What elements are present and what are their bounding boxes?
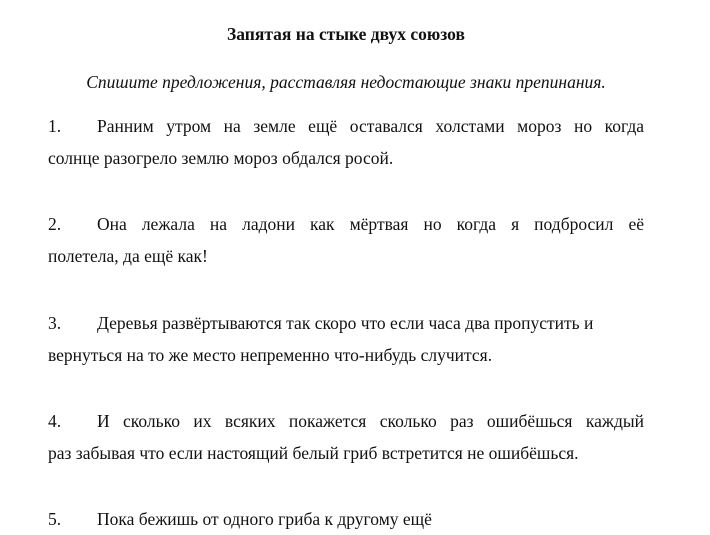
exercise-item-4 bbox=[48, 405, 644, 469]
exercise-line-1 bbox=[48, 307, 644, 339]
exercise-line-1 bbox=[48, 110, 644, 142]
instruction-text: Спишите предложения, расставляя недостающие знаки препинания. bbox=[86, 72, 606, 92]
item-text-line2: раз забывая что если настоящий белый гриб встретится не ошибёшься. bbox=[48, 443, 579, 463]
item-number: 4. bbox=[48, 411, 62, 431]
item-text-line1: Пока бежишь от одного гриба к другому ещё bbox=[97, 509, 432, 529]
item-text-line1: Деревья развёртываются так скоро что если часа два пропустить и bbox=[97, 313, 594, 333]
item-text-line2: полетела, да ещё как! bbox=[48, 246, 208, 266]
exercise-line-1 bbox=[48, 405, 644, 437]
item-number: 1. bbox=[48, 116, 62, 136]
exercise-item-3 bbox=[48, 307, 644, 371]
exercise-item-1 bbox=[48, 110, 644, 174]
exercise-item-2 bbox=[48, 208, 644, 272]
item-number: 3. bbox=[48, 313, 62, 333]
item-text-line2: солнце разогрело землю мороз обдался росой. bbox=[48, 148, 394, 168]
item-text-line2: вернуться на то же место непременно что-нибудь случится. bbox=[48, 345, 493, 365]
exercise-line-1 bbox=[48, 503, 644, 535]
item-text-line1: Ранним утром на земле ещё оставался холстами мороз но когда bbox=[97, 116, 644, 136]
item-text-line1: И сколько их всяких покажется сколько раз ошибёшься каждый bbox=[97, 411, 644, 431]
exercise-item-5 bbox=[48, 503, 644, 535]
item-number: 2. bbox=[48, 214, 62, 234]
item-text-line1: Она лежала на ладони как мёртвая но когда я подбросил её bbox=[97, 214, 644, 234]
exercise-line-1 bbox=[48, 208, 644, 240]
item-number: 5. bbox=[48, 509, 62, 529]
document-title: Запятая на стыке двух союзов bbox=[227, 24, 465, 44]
